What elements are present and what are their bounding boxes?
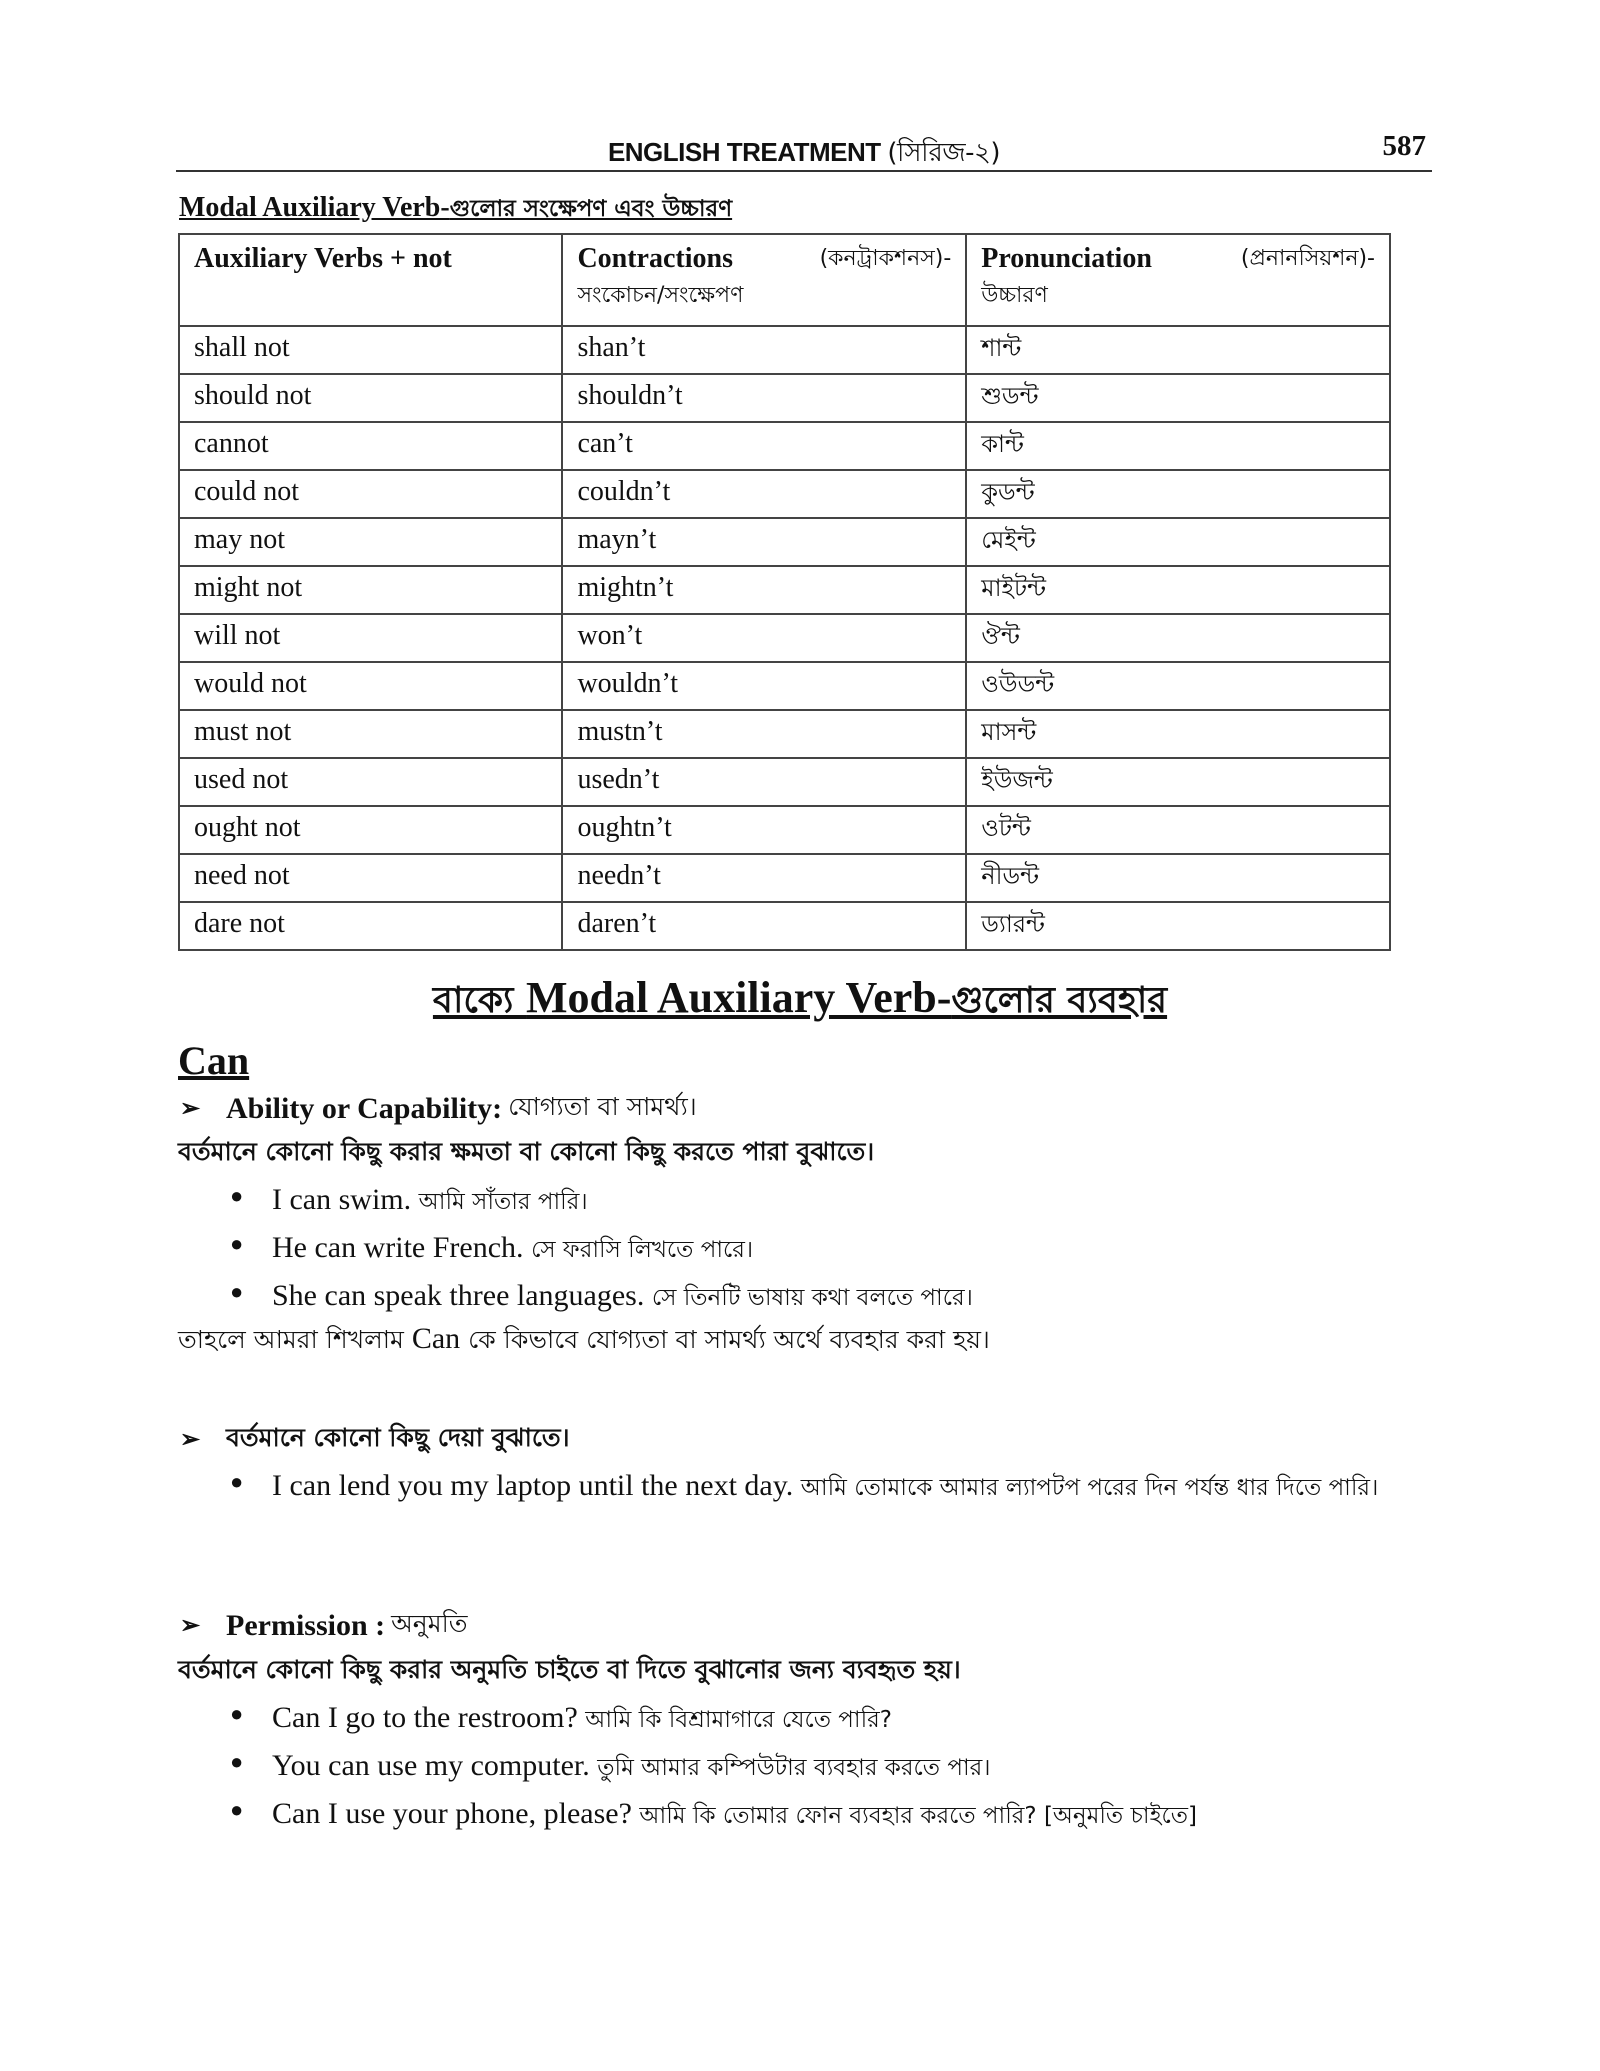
header-title-bn: (সিরিজ-২) (887, 138, 1001, 168)
summary-bn-pre: তাহলে আমরা শিখলাম (178, 1325, 412, 1354)
cell-contraction-text: wouldn’t (577, 668, 679, 699)
cell-contraction-text: can’t (577, 428, 633, 459)
header-title: Pronunciation (981, 243, 1152, 274)
cell-pronunciation (966, 374, 1390, 422)
example-en: I can lend you my laptop until the next day. (272, 1469, 801, 1502)
cell-contraction-text: shan’t (577, 332, 646, 363)
cell-contraction-text: mustn’t (577, 716, 663, 747)
bullet-icon: ● (230, 1183, 244, 1208)
bullet-icon: ● (230, 1469, 244, 1494)
list-item (230, 1462, 1430, 1512)
page-number: 587 (1382, 130, 1426, 162)
cell-pronunciation-text: নীডন্ট (981, 862, 1040, 890)
cell-verb (179, 806, 562, 854)
table-row (179, 758, 1390, 806)
header-note: (কনট্রাকশনস)- (819, 246, 952, 271)
table-row (179, 326, 1390, 374)
table-row (179, 374, 1390, 422)
example-en: He can write French. (272, 1231, 532, 1264)
example-bn: সে ফরাসি লিখতে পারে। (531, 1237, 754, 1263)
bullet-icon: ● (230, 1231, 244, 1256)
arrow-bullet-icon: ➢ (180, 1427, 201, 1453)
section-title-bn-pre: বাক্যে (432, 980, 527, 1021)
cell-pronunciation (966, 326, 1390, 374)
cell-contraction-text: couldn’t (577, 476, 671, 507)
example-bn: তুমি আমার কম্পিউটার ব্যবহার করতে পার। (597, 1755, 991, 1781)
table-caption (179, 190, 732, 229)
ability-description: বর্তমানে কোনো কিছু করার ক্ষমতা বা কোনো কিছু করতে পারা বুঝাতে। (178, 1137, 875, 1166)
bullet-icon: ● (230, 1749, 244, 1774)
cell-verb-text: ought not (194, 812, 301, 843)
cell-contraction (562, 518, 966, 566)
giving-heading (180, 1418, 570, 1461)
ability-summary (178, 1320, 990, 1363)
cell-pronunciation-text: কুডন্ট (981, 478, 1035, 506)
cell-verb (179, 758, 562, 806)
bullet-icon: ● (230, 1701, 244, 1726)
cell-pronunciation (966, 518, 1390, 566)
cell-pronunciation (966, 806, 1390, 854)
list-item (230, 1742, 1430, 1792)
cell-verb (179, 566, 562, 614)
cell-pronunciation (966, 902, 1390, 950)
header-title (176, 132, 1432, 176)
cell-contraction-text: mightn’t (577, 572, 674, 603)
giving-heading-bn: বর্তমানে কোনো কিছু দেয়া বুঝাতে। (226, 1423, 570, 1452)
list-item (230, 1272, 1430, 1322)
cell-pronunciation-text: ড্যারন্ট (981, 910, 1045, 938)
table-row (179, 806, 1390, 854)
cell-verb-text: could not (194, 476, 299, 507)
cell-pronunciation-text: শান্ট (981, 334, 1022, 362)
cell-contraction (562, 806, 966, 854)
table-row (179, 566, 1390, 614)
cell-contraction (562, 422, 966, 470)
cell-verb-text: shall not (194, 332, 290, 363)
arrow-bullet-icon: ➢ (180, 1613, 201, 1639)
cell-contraction (562, 614, 966, 662)
cell-verb-text: should not (194, 380, 312, 411)
cell-pronunciation-text: ইউজন্ট (981, 766, 1053, 794)
bullet-icon: ● (230, 1797, 244, 1822)
example-bn: আমি সাঁতার পারি। (418, 1189, 588, 1215)
table-row (179, 614, 1390, 662)
cell-contraction (562, 758, 966, 806)
cell-verb-text: used not (194, 764, 289, 795)
cell-pronunciation-text: কান্ট (981, 430, 1024, 458)
example-en: I can swim. (272, 1183, 419, 1216)
cell-pronunciation (966, 662, 1390, 710)
cell-pronunciation (966, 422, 1390, 470)
cell-verb-text: may not (194, 524, 285, 555)
cell-verb-text: cannot (194, 428, 269, 459)
example-en: Can I go to the restroom? (272, 1701, 586, 1734)
summary-en: Can (411, 1322, 461, 1355)
cell-contraction (562, 662, 966, 710)
section-title-bn-post: গুলোর ব্যবহার (951, 980, 1168, 1021)
cell-verb (179, 326, 562, 374)
cell-verb (179, 662, 562, 710)
cell-verb-text: would not (194, 668, 307, 699)
cell-verb (179, 902, 562, 950)
cell-pronunciation (966, 710, 1390, 758)
cell-verb (179, 374, 562, 422)
cell-contraction (562, 854, 966, 902)
cell-contraction (562, 470, 966, 518)
cell-pronunciation-text: মেইন্ট (981, 526, 1036, 554)
header-title: Contractions (577, 243, 733, 274)
cell-pronunciation (966, 566, 1390, 614)
cell-contraction-text: oughtn’t (577, 812, 672, 843)
table-row (179, 518, 1390, 566)
table-row (179, 710, 1390, 758)
cell-verb (179, 710, 562, 758)
cell-pronunciation-text: ওটন্ট (981, 814, 1031, 842)
cell-verb-text: will not (194, 620, 281, 651)
cell-verb-text: must not (194, 716, 292, 747)
example-bn: সে তিনটি ভাষায় কথা বলতে পারে। (651, 1285, 973, 1311)
cell-pronunciation (966, 614, 1390, 662)
table-row (179, 902, 1390, 950)
cell-pronunciation (966, 854, 1390, 902)
cell-contraction (562, 374, 966, 422)
list-item (230, 1224, 1430, 1274)
cell-contraction (562, 902, 966, 950)
cell-pronunciation (966, 758, 1390, 806)
cell-contraction-text: daren’t (577, 908, 657, 939)
cell-verb-text: dare not (194, 908, 285, 939)
table-caption-bn: গুলোর সংক্ষেপণ এবং উচ্চারণ (449, 196, 733, 222)
example-en: Can I use your phone, please? (272, 1797, 640, 1830)
cell-pronunciation-text: মাসন্ট (981, 718, 1037, 746)
ability-heading (180, 1087, 697, 1130)
example-bn: আমি তোমাকে আমার ল্যাপটপ পরের দিন পর্যন্ত ধার দিতে পারি। (800, 1475, 1379, 1501)
header-sub: উচ্চারণ (981, 283, 1048, 308)
cell-verb-text: need not (194, 860, 290, 891)
header-title: Auxiliary Verbs + not (194, 243, 452, 274)
cell-verb (179, 614, 562, 662)
header-contractions (562, 234, 966, 326)
permission-heading (180, 1604, 468, 1647)
section-title-en: Modal Auxiliary Verb- (526, 973, 952, 1022)
list-item (230, 1790, 1430, 1840)
subheading-can: Can (178, 1038, 250, 1083)
table-header-row (179, 234, 1390, 326)
cell-contraction-text: shouldn’t (577, 380, 683, 411)
arrow-bullet-icon: ➢ (180, 1096, 201, 1122)
cell-pronunciation-text: শুডন্ট (981, 382, 1039, 410)
cell-verb (179, 470, 562, 518)
section-title (0, 972, 1600, 1033)
cell-contraction-text: usedn’t (577, 764, 660, 795)
cell-contraction (562, 710, 966, 758)
cell-verb (179, 854, 562, 902)
permission-heading-bn: অনুমতি (391, 1609, 468, 1638)
header-sub: সংকোচন/সংক্ষেপণ (577, 283, 744, 308)
table-row (179, 422, 1390, 470)
example-en: She can speak three languages. (272, 1279, 652, 1312)
list-item (230, 1176, 1430, 1226)
list-item (230, 1694, 1430, 1744)
ability-heading-bn: যোগ্যতা বা সামর্থ্য। (508, 1092, 697, 1121)
cell-pronunciation-text: মাইটন্ট (981, 574, 1046, 602)
bullet-icon: ● (230, 1279, 244, 1304)
page-header (176, 130, 1432, 172)
cell-contraction-text: won’t (577, 620, 643, 651)
cell-verb (179, 518, 562, 566)
header-note: (প্রনানসিয়শন)- (1240, 246, 1375, 271)
table-caption-en: Modal Auxiliary Verb- (179, 192, 450, 223)
table-row (179, 470, 1390, 518)
cell-contraction-text: mayn’t (577, 524, 657, 555)
example-bn: আমি কি তোমার ফোন ব্যবহার করতে পারি? [অনুমতি চাইতে] (639, 1803, 1198, 1829)
example-en: You can use my computer. (272, 1749, 598, 1782)
table-row (179, 854, 1390, 902)
cell-verb (179, 422, 562, 470)
example-bn: আমি কি বিশ্রামাগারে যেতে পারি? (585, 1707, 893, 1733)
cell-contraction (562, 326, 966, 374)
header-title-en: ENGLISH TREATMENT (607, 137, 888, 167)
permission-description: বর্তমানে কোনো কিছু করার অনুমতি চাইতে বা দিতে বুঝানোর জন্য ব্যবহৃত হয়। (178, 1655, 961, 1684)
cell-pronunciation (966, 470, 1390, 518)
cell-pronunciation-text: ওউডন্ট (981, 670, 1055, 698)
table-body (179, 326, 1390, 950)
cell-verb-text: might not (194, 572, 303, 603)
header-pronunciation (966, 234, 1390, 326)
summary-bn-post: কে কিভাবে যোগ্যতা বা সামর্থ্য অর্থে ব্যবহার করা হয়। (460, 1325, 990, 1354)
ability-heading-en: Ability or Capability: (226, 1091, 503, 1125)
cell-pronunciation-text: ঔন্ট (981, 622, 1020, 650)
cell-contraction-text: needn’t (577, 860, 661, 891)
permission-heading-en: Permission : (226, 1608, 386, 1642)
header-auxiliary-verbs (179, 234, 562, 326)
table-row (179, 662, 1390, 710)
cell-contraction (562, 566, 966, 614)
contractions-table (178, 233, 1391, 951)
